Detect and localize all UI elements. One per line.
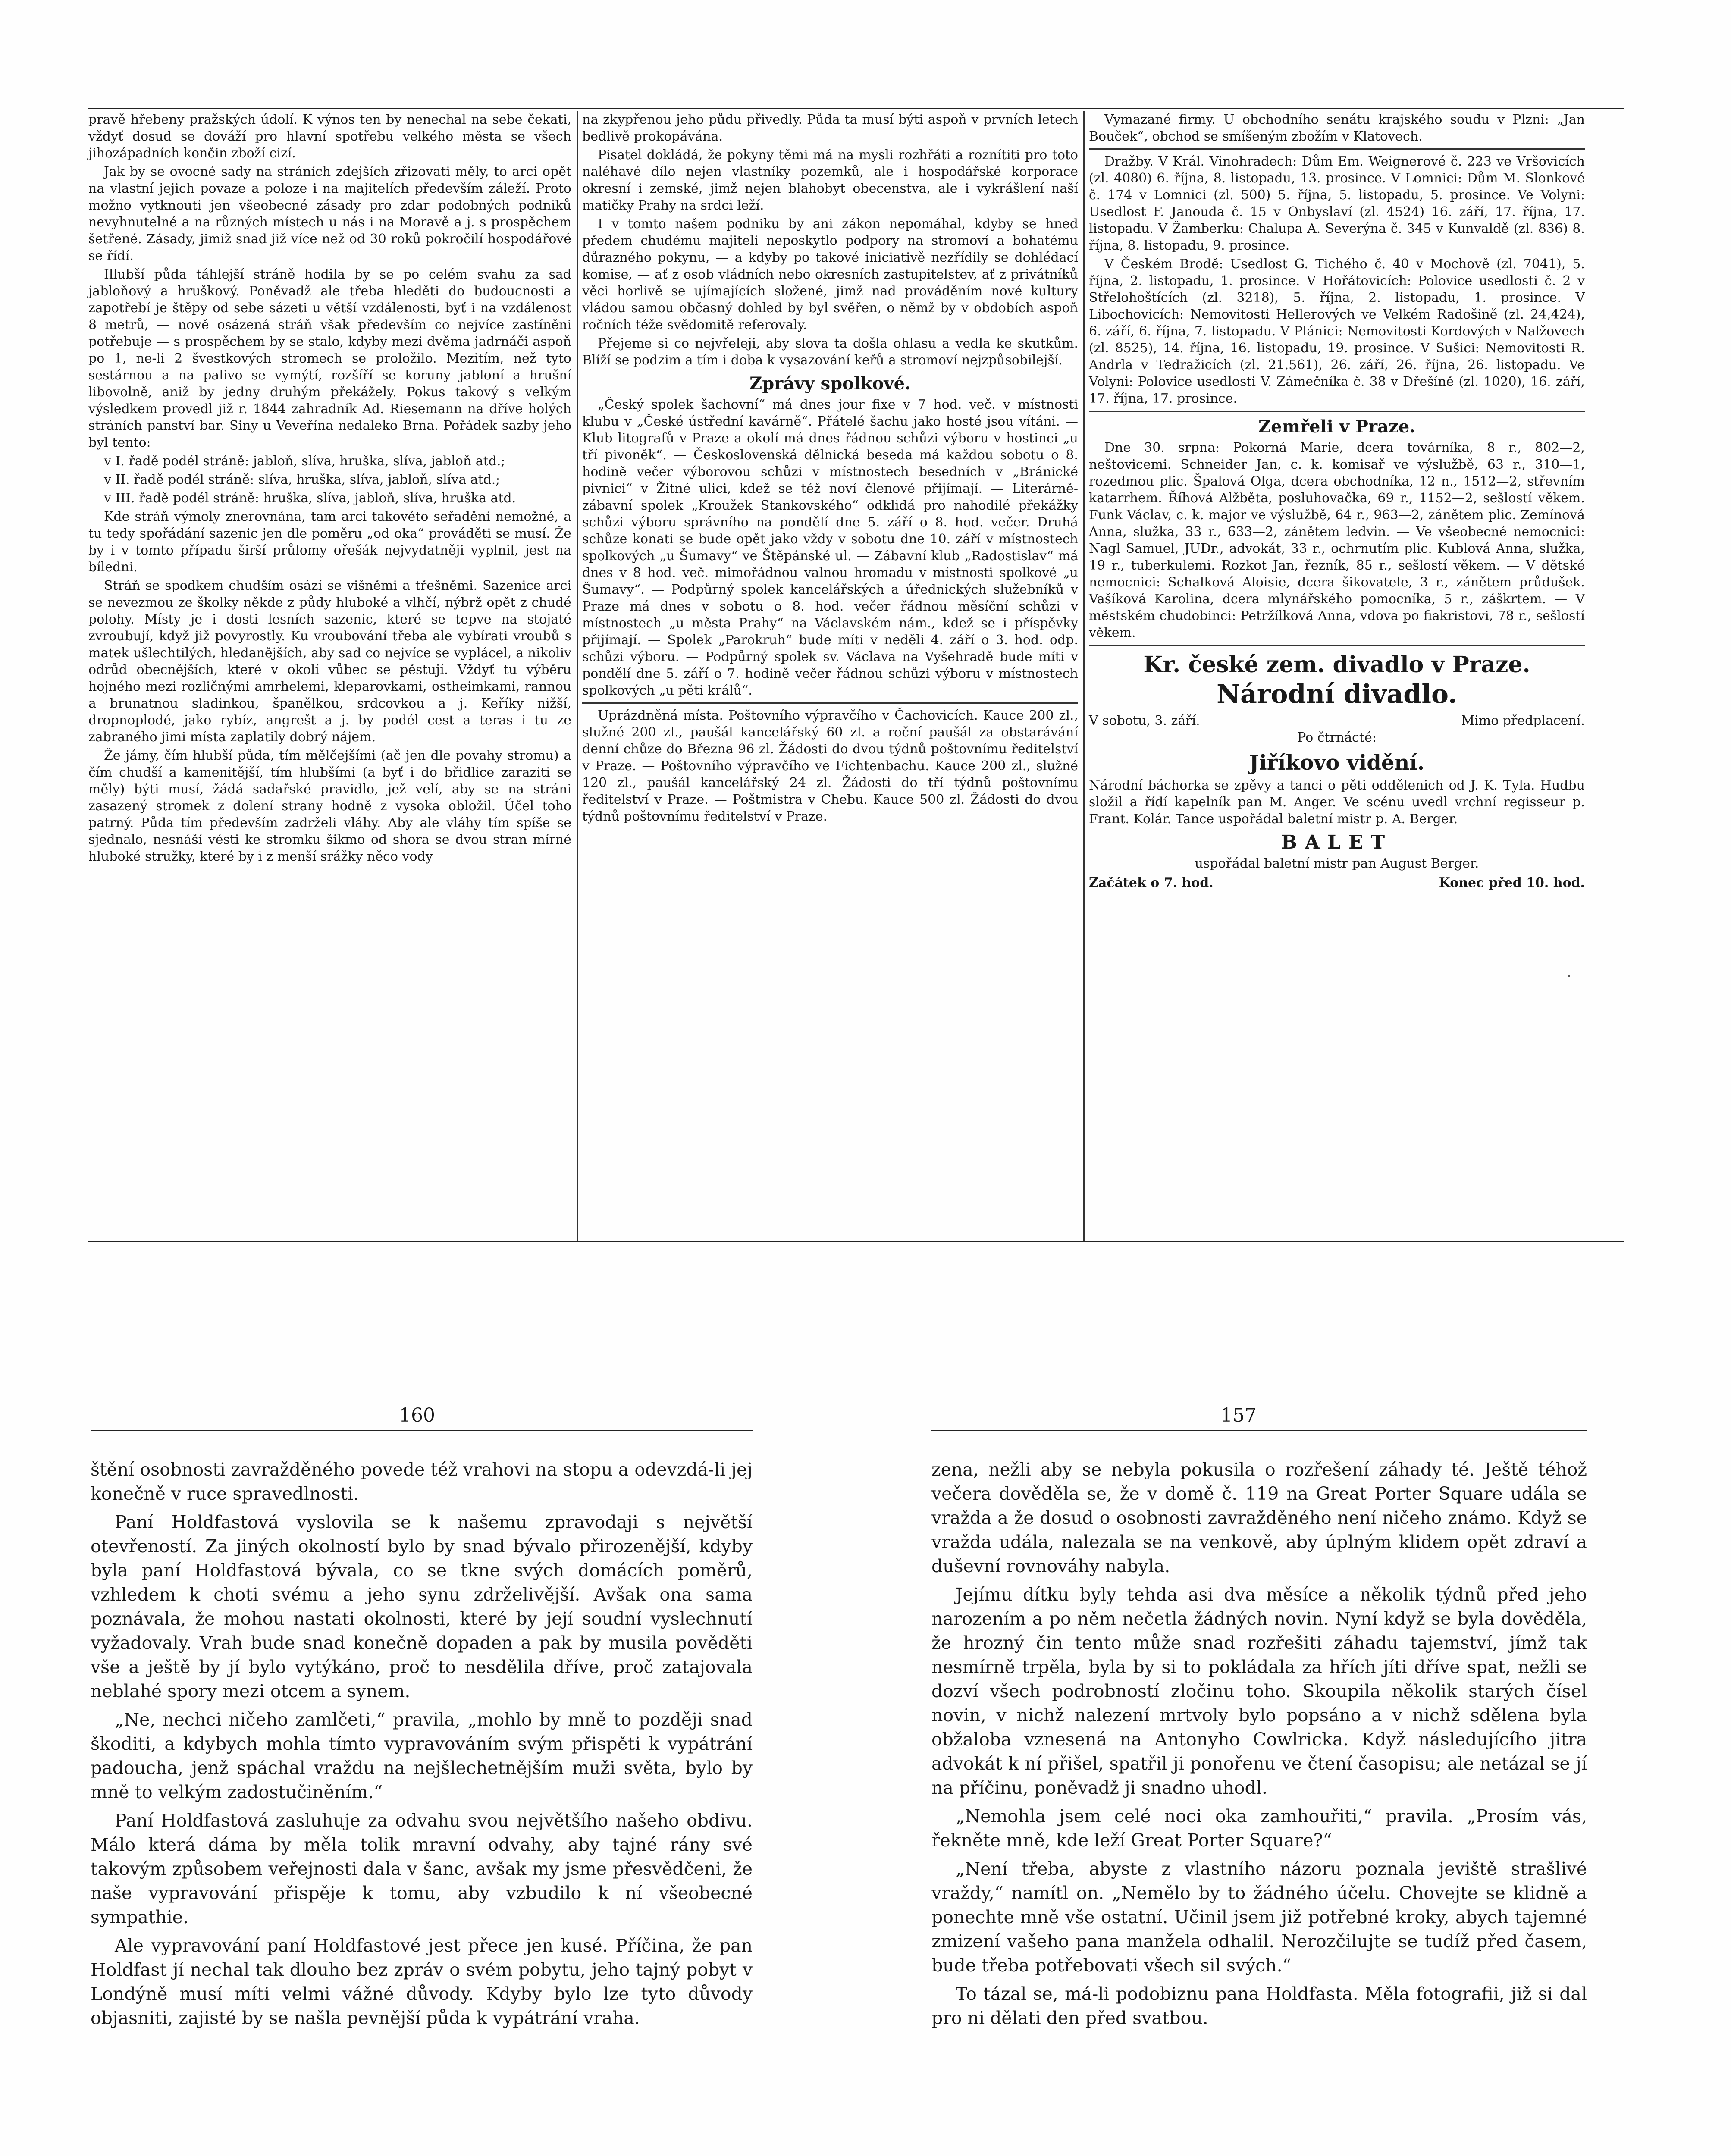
section-rule: [1089, 645, 1585, 646]
col2-paragraph: Pisatel dokládá, že pokyny těmi má na mysli rozhřáti a roznítiti pro toto naléhavé dílo nejen vlastníky pozemků, ale i hospodářské korporace okresní i zemské, jimž nejen blahobyt obecenstva, ale i vykrášlení naší matičky Prahy na srdci leží.: [582, 147, 1078, 213]
column-3: [1089, 111, 1585, 891]
left-page-header-rule: [91, 1430, 753, 1431]
novel-paragraph: štění osobnosti zavražděného povede též vrahovi na stopu a odevzdá-li jej konečně v ruce spravedlnosti.: [91, 1459, 753, 1504]
column-divider: [577, 111, 578, 1241]
deaths-text: Dne 30. srpna: Pokorná Marie, dcera továrníka, 8 r., 802—2, neštovicemi. Schneider Jan, c. k. komisař ve výslužbě, 63 r., 310—1, rozedmou plic. Špalová Olga, dcera obchodníka, 12 n., 1512—2, střevním katarrhem. Říhová Alžběta, posluhovačka, 69 r., 1152—2, sešlostí věkem. Funk Václav, c. k. major ve výslužbě, 64 r., 963—2, zánětem plic. Zemínová Anna, služka, 33 r., 633—2, zánětem ledvin. — Ve všeobecné nemocnici: Nagl Samuel, JUDr., advokát, 33 r., ochrnutím plic. Kublová Anna, služka, 19 r., tuberkulemi. Rozkot Jan, řezník, 85 r., sešlostí věkem. — V dětské nemocnici: Schalková Aloisie, dcera šikovatele, 3 r., zánětem průdušek. Vašíková Karolina, dcera mlynářského pomocníka, 5 r., záškrtem. — V městském chudobinci: Petržílková Anna, vdova po fiakristovi, 78 r., sešlostí věkem.: [1089, 440, 1585, 640]
col1-row-list: v III. řadě podél stráně: hruška, slíva, jabloň, slíva, hruška atd.: [104, 491, 516, 506]
novel-paragraph: To tázal se, má-li podobiznu pana Holdfasta. Měla fotografii, již si dal pro ni dělati den před svatbou.: [931, 1984, 1587, 2028]
scan-speck: [1568, 975, 1570, 977]
deaths-heading: Zemřeli v Praze.: [1258, 417, 1416, 437]
section-rule: [1089, 148, 1585, 150]
theatre-ballet-credit: uspořádal baletní mistr pan August Berger.: [1195, 856, 1479, 871]
theatre-ballet: BALET: [1281, 831, 1393, 853]
right-page-header-rule: [931, 1430, 1587, 1431]
left-page-number: 160: [399, 1404, 435, 1426]
section-rule: [1089, 411, 1585, 412]
novel-paragraph: Paní Holdfastová vyslovila se k našemu zpravodaji s největší otevřeností. Za jiných okolností bylo by snad bývalo přirozenější, kdyby byla paní Holdfastová bývala, co se tkne svých domácích poměrů, vzhledem k choti svému a jeho synu zdrželivější. Avšak ona sama poznávala, že mohou nastati okolnosti, které by její soudní vyslechnutí vyžadovaly. Vrah bude snad konečně dopaden a pak by musila pověděti vše a ještě by jí bylo vytýkáno, proč to nesdělila dříve, proč zatajovala neblahé spory mezi otcem a synem.: [91, 1512, 753, 1702]
column-1-orchards: [88, 111, 571, 867]
column-2: [582, 111, 1078, 827]
col1-paragraph: Stráň se spodkem chudším osází se višněmi a třešněmi. Sazenice arci se nevezmou ze školky někde z půdy hluboké a vlhčí, nýbrž opět z chudé polohy. Místy je i dosti lesních sazenic, které se tepve na stojaté zvroubují, když již povyrostly. Ku vroubování třeba ale vybírati vroubů s matek ušlechtilých, hledanějších, aby sad co nejvíce se vyplácel, a nikoliv odrůd obecnějších, které v okolí vůbec se pěstují. Vždyť tu výběru hojného mezi rozličnými amrhelemi, kleparovkami, ostheimkami, rannou a brunatnou sladinkou, španělkou, srdcovkou a j. Keříky nižší, dropnoplodé, jako rybíz, angrešt a j. by podél cest a teras i tu ze zabraného jimi místa zaplatily dobrý nájem.: [88, 578, 571, 745]
theatre-play-title: Jiříkovo vidění.: [1249, 751, 1425, 775]
theatre-end: Konec před 10. hod.: [1439, 875, 1585, 890]
theatre-performance-count: Po čtrnácté:: [1297, 730, 1377, 745]
novel-paragraph: „Nemohla jsem celé noci oka zamhouřiti,“ pravila. „Prosím vás, řekněte mně, kde leží Great Porter Square?“: [931, 1806, 1587, 1851]
bottom-rule: [88, 1241, 1624, 1242]
novel-paragraph: Ale vypravování paní Holdfastové jest přece jen kusé. Příčina, že pan Holdfast jí nechal tak dlouho bez zpráv o svém pobytu, jeho tajný pobyt v Londýně musí míti velmi vážné důvody. Kdyby bylo lze tyto důvody objasniti, zajisté by se našla pevnější půda k vypátrání vraha.: [91, 1935, 753, 2028]
theatre-start: Začátek o 7. hod.: [1089, 875, 1214, 890]
auctions-text: V Českém Brodě: Usedlost G. Tichého č. 40 v Mochově (zl. 7041), 5. října, 2. listopadu, 1. prosince. V Hořátovicích: Polovice usedlosti č. 2 v Střelohoštících (zl. 3218), 5. října, 2. listopadu, 1. prosince. V Libochovicích: Nemovitosti Hellerových ve Velkém Radošině (zl. 24,424), 6. září, 6. října, 7. listopadu. V Plánici: Nemovitosti Kordových v Nalžovech (zl. 8525), 14. října, 16. listopadu, 19. prosince. V Sušici: Nemovitosti R. Andrla v Tedražicích (zl. 21.561), 26. září, 26. října, 26. listopadu. Ve Volyni: Polovice usedlosti V. Zámečníka č. 38 v Dřešíně (zl. 1020), 16. září, 17. října, 17. prosince.: [1089, 257, 1585, 406]
theatre-date-row: [1089, 712, 1585, 729]
theatre-time-row: [1089, 874, 1585, 891]
novel-paragraph: zena, nežli aby se nebyla pokusila o rozřešení záhady té. Ještě téhož večera dověděla se, že v domě č. 119 na Great Porter Square udála se vražda a že dosud o osobnosti zavražděného není ničeho známo. Když se vražda udála, nalezala se na venkově, aby úplným klidem opět zdraví a duševní rovnováhy nabyla.: [931, 1459, 1587, 1576]
col1-paragraph: Illubší půda táhlejší stráně hodila by se po celém svahu za sad jabloňový a hruškový. Poněvadž ale třeba hleděti do budoucnosti a zapotřebí je štěpy od sebe sázeti u větší vzdálenosti, byť i na vzdálenost 8 metrů, — nově osázená stráň však především co nejvíce zastíněni potřebuje — s prospěchem by se stalo, kdyby mezi dvěma jadrnáči aspoň po 1, ne-li 2 švestkových stromech se proložilo. Mezitím, než tyto sestárnou a na palivo se vymýtí, rozšíří se koruny jabloní a hrušní libovolně, aniž by jedny druhým překážely. Pokus takový s velkým výsledkem provedl již r. 1844 zahradník Ad. Riesemann na dříve holých stráních panství bar. Siny u Veveřína nedaleko Brna. Pořádek sazby jeho byl tento:: [88, 267, 571, 450]
col1-paragraph: Že jámy, čím hlubší půda, tím mělčejšími (ač jen dle povahy stromu) a čím chudší a kamenitější, tím hlubšími (a byť i do břidlice zaraziti se měly) býti musí, žádá sadařské pravidlo, jež velí, aby se na stráni zasazený stromek z dolení strany hodně z vysoka obložil. Účel toho patrný. Půda tím především zadrželi vláhy. Aby ale vláhy tím spíše se sjednalo, nesnáší vésti ke stromku šikmo od shora se dvou stran mírné hluboké stružky, které by i z menší srážky něco vody: [88, 748, 571, 864]
col1-paragraph: Jak by se ovocné sady na stráních zdejších zřizovati měly, to arci opět na vlastní jejich povaze a poloze i na majitelích především záleží. Proto možno vytknouti jen všeobecné zásady pro zdar podobných podniků nevyhnutelné a na různých místech u nás i na Moravě a j. s prospěchem šetřené. Zásady, jimiž snad již více než od 30 roků pokročilí hospodářové se řídí.: [88, 164, 571, 263]
theatre-play-description: Národní báchorka se zpěvy a tanci o pěti oddělenich od J. K. Tyla. Hudbu složil a řídí kapelník pan M. Anger. Ve scénu uvedl vrchní regisseur p. Frant. Kolár. Tance uspořádal baletní mistr p. A. Berger.: [1089, 778, 1585, 827]
novel-paragraph: Jejímu dítku byly tehda asi dva měsíce a několik týdnů před jeho narozením a po něm nečetla žádných novin. Nyní když se byla dověděla, že hrozný čin tento může snad rozřešiti záhadu tajemství, jímž tak nesmírně trpěla, byla by si to pokládala za hřích jíti dříve spat, nežli se dozví všech podrobností zločinu toho. Skoupila několik starých čísel novin, v nichž nalezení mrtvoly bylo popsáno a v nichž sdělena byla obžaloba vznesená na Antonyho Cowlricka. Když následujícího jitra advokát k ní přišel, spatřil ji ponořenu ve čtení časopisu; ale netázal se jí na příčinu, poněvadž ji snadno uhodl.: [931, 1584, 1587, 1798]
vacancies-text: Uprázdněná místa. Poštovního výpravčího v Čachovicích. Kauce 200 zl., služné 200 zl., paušál kancelářský 60 zl. a roční paušál za obstarávání denní chůze do Března 96 zl. Žádosti do dvou týdnů poštovnímu ředitelství v Praze. — Poštovního výpravčího ve Fichtenbachu. Kauce 200 zl., služné 120 zl., paušál kancelářský 24 zl. Žádosti do tří týdnů poštovnímu ředitelství v Praze. — Poštmistra v Chebu. Kauce 500 zl. Žádosti do dvou týdnů poštovnímu ředitelství v Praze.: [582, 708, 1078, 824]
novel-paragraph: Paní Holdfastová zasluhuje za odvahu svou největšího našeho obdivu. Málo která dáma by měla tolik mravní odvahy, aby tajné rány své takovým způsobem veřejnosti dala v šanc, avšak my jsme přesvědčeni, že naše vypravování přispěje k tomu, aby vzbudilo k ní všeobecné sympathie.: [91, 1810, 753, 1927]
national-theatre-heading: Národní divadlo.: [1217, 679, 1457, 709]
col2-paragraph: Přejeme si co nejvřeleji, aby slova ta došla ohlasu a vedla ke skutkům. Blíží se podzim a tím i doba k vysazování keřů a stromoví nejzpůsobilejší.: [582, 336, 1078, 368]
auctions-text: Dražby. V Král. Vinohradech: Dům Em. Weignerové č. 223 ve Vršovicích (zl. 4080) 6. října, 8. listopadu, 13. prosince. V Lomnici: Dům M. Slonkové č. 174 v Lomnici (zl. 500) 5. října, 5. listopadu, 5. prosince. Ve Volyni: Usedlost F. Janouda č. 15 v Onbyslaví (zl. 4524) 16. září, 17. října, 17. listopadu. V Žamberku: Chalupa A. Severýna č. 345 v Kunvaldě (zl. 836) 8. října, 8. listopadu, 9. prosince.: [1089, 154, 1585, 253]
theatre-subscription: Mimo předplacení.: [1461, 713, 1585, 728]
col1-paragraph: pravě hřebeny pražských údolí. K výnos ten by nenechal na sebe čekati, vždyť dosud se dováží pro hlavní spotřebu velkého města se všech jihozápadních končin zboží cizí.: [88, 112, 571, 161]
left-novel-page: [91, 1457, 753, 2034]
col1-row-list: v I. řadě podél stráně: jabloň, slíva, hruška, slíva, jabloň atd.;: [104, 454, 505, 469]
col1-paragraph: Kde stráň výmoly znerovnána, tam arci takovéto seřadění nemožné, a tu tedy spořádání sazenic jen dle poměru „od oka“ prováděti se musí. Že by i v tomto případu širší průlomy ořešák nejvydatněji vyplnil, jest na bíledni.: [88, 509, 571, 575]
col1-row-list: v II. řadě podél stráně: slíva, hruška, slíva, jabloň, slíva atd.;: [104, 472, 500, 487]
club-news-heading: Zprávy spolkové.: [749, 373, 911, 394]
theatre-date: V sobotu, 3. září.: [1089, 713, 1200, 728]
col2-paragraph: I v tomto našem podniku by ani zákon nepomáhal, kdyby se hned předem chudému majiteli neposkytlo podpory na stromoví a bohatému důrazného pokynu, — a kdyby po takové iniciativě nezřídily se dohlédací komise, — ať z osob vládních nebo okresních zastupitelstev, ať z privátníků věci horlivě se ujímajících složené, jimž nad prováděním nové kultury vládou samou občasný dohled by byl svěřen, o němž by v obdobích aspoň ročních téže svědomitě referovaly.: [582, 216, 1078, 332]
top-rule: [88, 108, 1624, 109]
section-rule: [582, 702, 1078, 704]
novel-paragraph: „Ne, nechci ničeho zamlčeti,“ pravila, „mohlo by mně to později snad škoditi, a kdybych mohla tímto vypravováním svým přispěti k vypátrání padoucha, jenž spáchal vraždu na nejšlechetnějším muži světa, bylo by mně to velkým zadostučiněním.“: [91, 1709, 753, 1802]
col2-paragraph: na zkypřenou jeho půdu přivedly. Půda ta musí býti aspoň v prvních letech bedlivě prokopávána.: [582, 112, 1078, 144]
column-divider: [1083, 111, 1085, 1241]
novel-paragraph: „Není třeba, abyste z vlastního názoru poznala jeviště strašlivé vraždy,“ namítl on. „Nemělo by to žádného účelu. Chovejte se klidně a ponechte mně vše ostatní. Učinil jsem již potřebné kroky, abych tajemné zmizení vašeho pana manžela odhalil. Nerozčilujte se tudíž před časem, bude třeba potřebovati všech sil svých.“: [931, 1858, 1587, 1976]
right-page-number: 157: [1220, 1404, 1257, 1426]
firms-text: Vymazané firmy. U obchodního senátu krajského soudu v Plzni: „Jan Bouček“, obchod se smíšeným zbožím v Klatovech.: [1089, 112, 1585, 144]
theatre-heading: Kr. české zem. divadlo v Praze.: [1143, 652, 1530, 678]
club-news-text: „Český spolek šachovní“ má dnes jour fixe v 7 hod. več. v místnosti klubu v „České ústřední kavárně“. Přátelé šachu jako hosté jsou vítáni. — Klub litografů v Praze a okolí má dnes řádnou schůzi výboru v hostinci „u tří pivoněk“. — Československá dělnická beseda má každou sobotu o 8. hodině večer výborovou schůzi v místnostech besedních v „Bránické pivnici“ v Žitné ulici, kdež se též noví členové přijímají. — Literárně-zábavní spolek „Kroužek Stankovského“ odklidá pro nahodilé překážky schůzi výboru správního na pondělí dne 5. září o 8. hod. večer. Druhá schůze konati se bude opět jako vždy v sobotu dne 10. září v místnostech spolkových „u Šumavy“ ve Štěpánské ul. — Zábavní klub „Radostislav“ má dnes v 8 hod. več. mimořádnou valnou hromadu v místnosti spolkové „u Šumavy“. — Podpůrný spolek kancelářských a úřednických služebníků v Praze má dnes v sobotu o 8. hod. večer řádnou měsíční schůzi v místnostech „u města Prahy“ na Václavském nám., kdež se i příspěvky přijímají. — Spolek „Parokruh“ bude míti v neděli 4. září o 3. hod. odp. schůzi výboru. — Podpůrný spolek sv. Václava na Vyšehradě bude míti v pondělí dne 5. září o 7. hodině večer řádnou schůzi výboru v místnostech spolkových „u pěti králů“.: [582, 397, 1078, 698]
right-novel-page: [931, 1457, 1587, 2034]
